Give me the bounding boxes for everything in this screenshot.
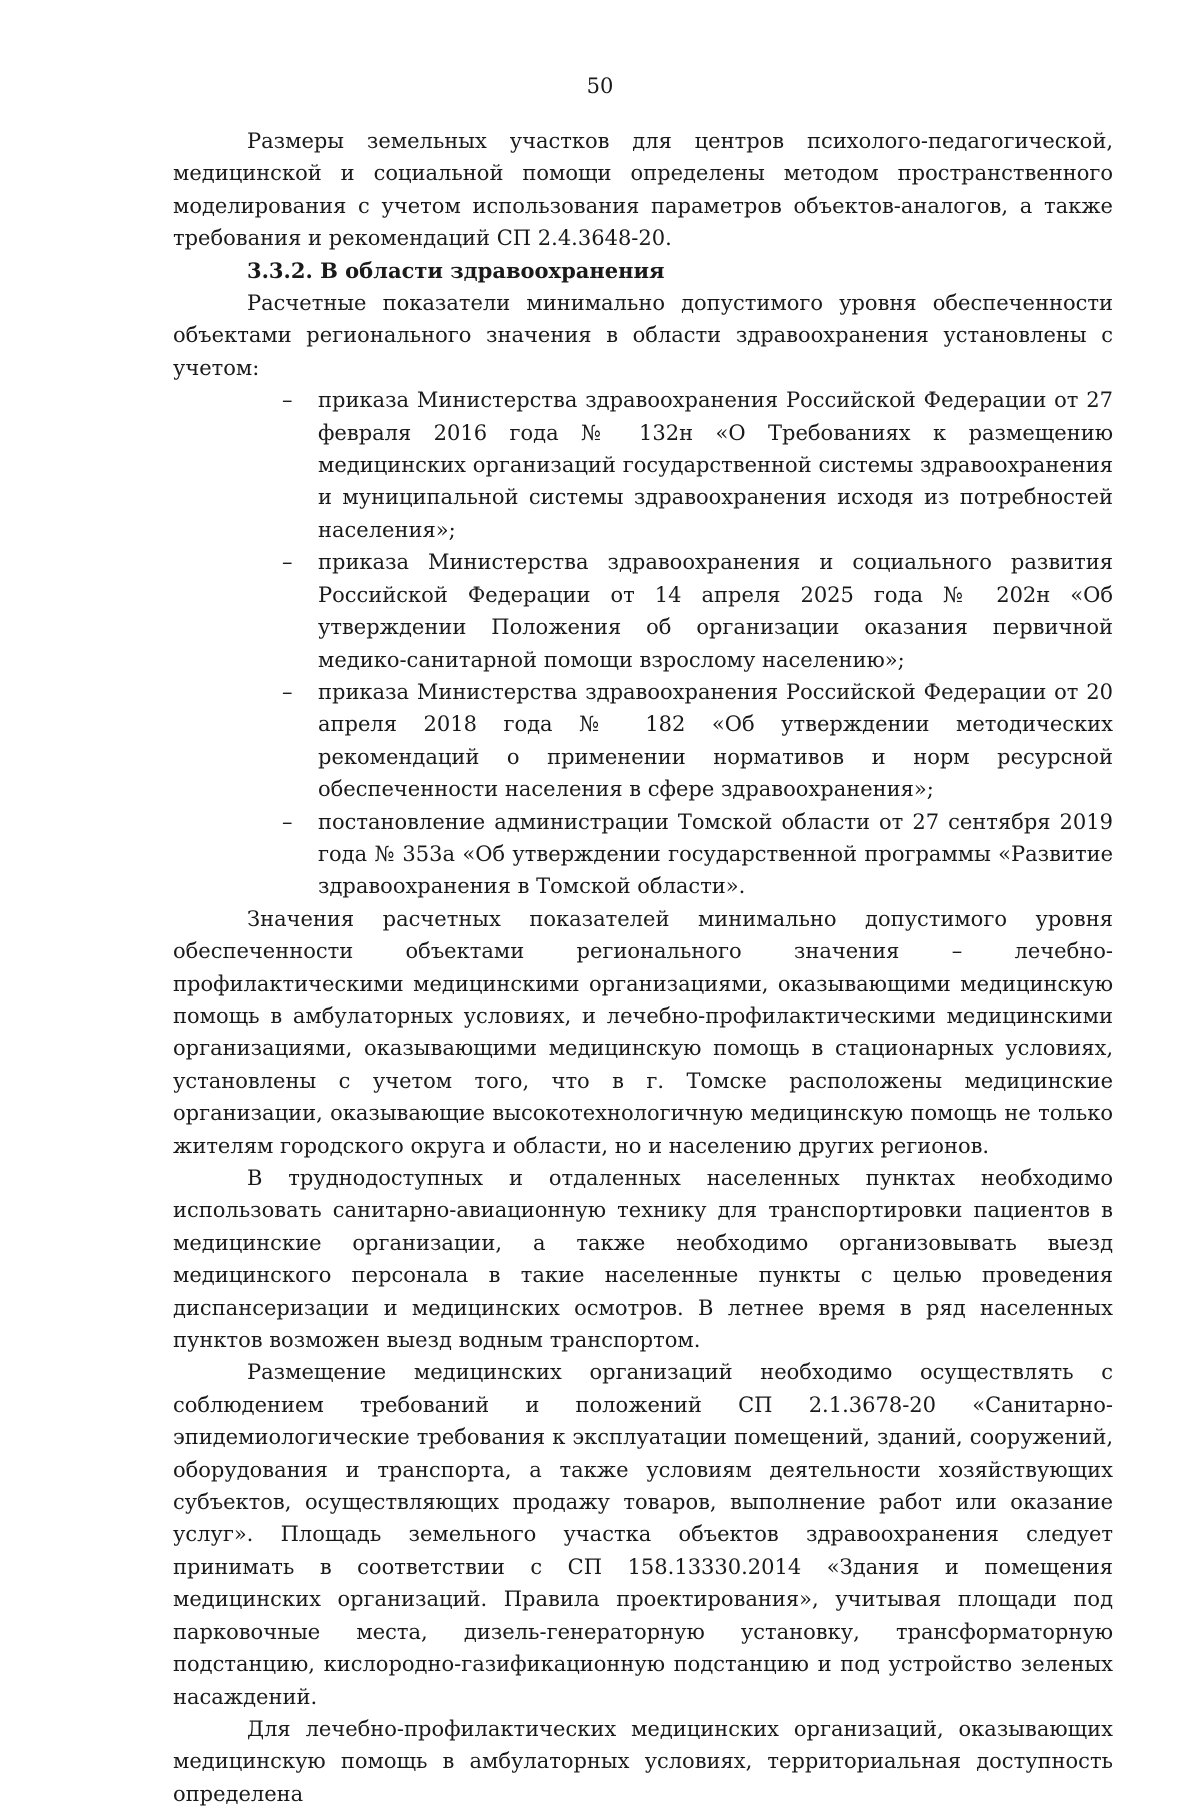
page-number: 50 <box>586 74 614 98</box>
bullet-dash: – <box>282 809 293 834</box>
lead-paragraph: Расчетные показатели минимально допустимого уровня обеспеченности объектами регионального значения в области здравоохранения установлены с учетом: <box>173 291 1113 380</box>
list-item-text: постановление администрации Томской области от 27 сентября 2019 года № 353а «Об утверждении государственной программы «Развитие здравоохранения в Томской области». <box>318 809 1113 899</box>
list-item <box>282 384 1113 546</box>
list-item-text: приказа Министерства здравоохранения Российской Федерации от 20 апреля 2018 года № 182 «Об утверждении методических рекомендаций о применении нормативов и норм ресурсной обеспеченности населения в сфере здравоохранения»; <box>318 679 1113 802</box>
bullet-dash: – <box>282 550 293 575</box>
bullet-dash: – <box>282 679 293 704</box>
list-item <box>282 546 1113 676</box>
body-paragraph: Значения расчетных показателей минимально допустимого уровня обеспеченности объектами регионального значения – лечебно-профилактическими медицинскими организациями, оказывающими медицинскую помощь в амбулаторных условиях, и лечебно-профилактическими медицинскими организациями, оказывающими медицинскую помощь в стационарных условиях, установлены с учетом того, что в г. Томске расположены медицинские организации, оказывающие высокотехнологичную медицинскую помощь не только жителям городского округа и области, но и населению других регионов. <box>173 906 1113 1158</box>
list-item-text: приказа Министерства здравоохранения Российской Федерации от 27 февраля 2016 года № 132н «О Требованиях к размещению медицинских организаций государственной системы здравоохранения и муниципальной системы здравоохранения исходя из потребностей населения»; <box>318 388 1113 542</box>
list-item <box>282 676 1113 806</box>
page-body <box>173 125 1113 1810</box>
bullet-dash: – <box>282 388 293 413</box>
body-paragraph: Для лечебно-профилактических медицинских организаций, оказывающих медицинскую помощь в амбулаторных условиях, территориальная доступность определена <box>173 1716 1113 1806</box>
regulations-list <box>173 384 1113 903</box>
body-paragraph: Размещение медицинских организаций необходимо осуществлять с соблюдением требований и положений СП 2.1.3678-20 «Санитарно-эпидемиологические требования к эксплуатации помещений, зданий, сооружений, оборудования и транспорта, а также условиям деятельности хозяйствующих субъектов, осуществляющих продажу товаров, выполнение работ или оказание услуг». Площадь земельного участка объектов здравоохранения следует принимать в соответствии с СП 158.13330.2014 «Здания и помещения медицинских организаций. Правила проектирования», учитывая площади под парковочные места, дизель-генераторную установку, трансформаторную подстанцию, кислородно-газификационную подстанцию и под устройство зеленых насаждений. <box>173 1360 1113 1709</box>
list-item-text: приказа Министерства здравоохранения и социального развития Российской Федерации от 14 апреля 2025 года № 202н «Об утверждении Положения об организации оказания первичной медико-санитарной помощи взрослому населению»; <box>318 550 1113 672</box>
list-item <box>282 806 1113 903</box>
body-paragraph: В труднодоступных и отдаленных населенных пунктах необходимо использовать санитарно-авиационную технику для транспортировки пациентов в медицинские организации, а также необходимо организовывать выезд медицинского персонала в такие населенные пункты с целью проведения диспансеризации и медицинских осмотров. В летнее время в ряд населенных пунктов возможен выезд водным транспортом. <box>173 1166 1113 1353</box>
section-heading: 3.3.2. В области здравоохранения <box>247 257 665 283</box>
intro-paragraph: Размеры земельных участков для центров психолого-педагогической, медицинской и социальной помощи определены методом пространственного моделирования с учетом использования параметров объектов-аналогов, а также требования и рекомендаций СП 2.4.3648-20. <box>173 129 1113 251</box>
